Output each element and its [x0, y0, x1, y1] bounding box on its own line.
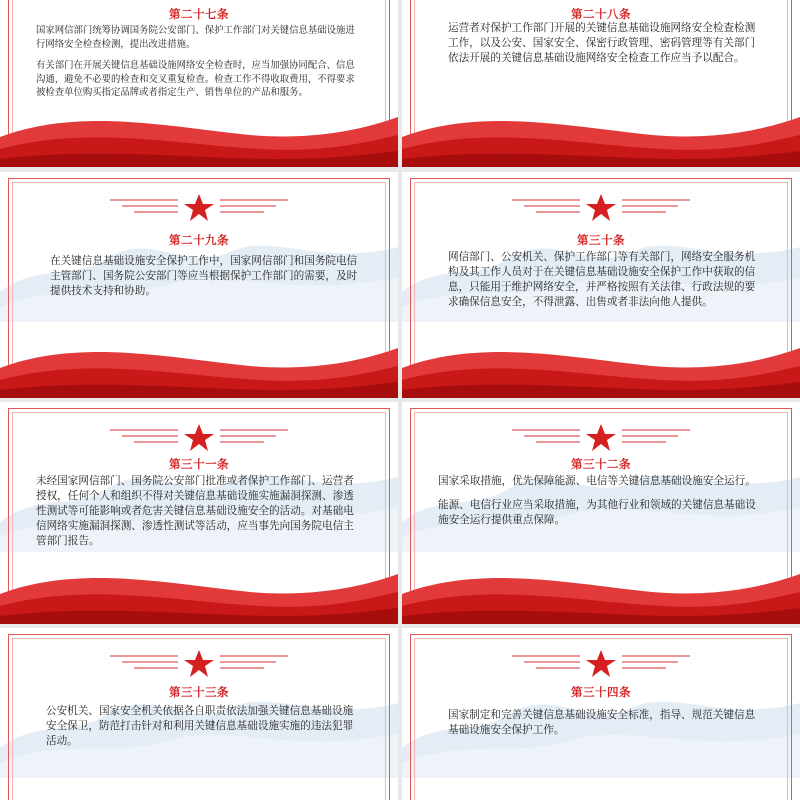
article-title: 第二十九条 [169, 233, 229, 247]
article-body [448, 21, 764, 66]
article-paragraph: 国家网信部门统筹协调国务院公安部门、保护工作部门对关键信息基础设施进行网络安全检查检测，提出改进措施。 [36, 25, 355, 50]
article-title: 第三十条 [577, 233, 625, 247]
article-body [438, 474, 764, 528]
star-ornament [0, 190, 398, 224]
article-card-32 [402, 402, 800, 624]
article-body [36, 24, 358, 100]
red-flag-wave [402, 97, 800, 167]
article-card-28 [402, 0, 800, 167]
article-paragraph: 运营者对保护工作部门开展的关键信息基础设施网络安全检查检测工作，以及公安、国家安全、保密行政管理、密码管理等有关部门依法开展的关键信息基础设施网络安全检查工作应当予以配合。 [448, 22, 756, 64]
star-ornament [402, 420, 800, 454]
red-flag-wave [0, 328, 398, 398]
article-title: 第三十二条 [571, 457, 631, 471]
article-paragraph: 未经国家网信部门、国务院公安部门批准或者保护工作部门、运营者授权，任何个人和组织不得对关键信息基础设施实施漏洞探测、渗透性测试等可能影响或者危害关键信息基础设施安全的活动。对基础电信网络实施漏洞探测、渗透性测试等活动，应当事先向国务院电信主管部门报告。 [36, 475, 354, 547]
article-card-27 [0, 0, 398, 167]
red-flag-wave [402, 328, 800, 398]
article-title: 第三十一条 [169, 457, 229, 471]
star-ornament [402, 190, 800, 224]
article-card-30 [402, 172, 800, 398]
article-paragraph: 能源、电信行业应当采取措施，为其他行业和领域的关键信息基础设施安全运行提供重点保障。 [438, 499, 756, 526]
article-card-34 [402, 628, 800, 800]
article-card-33 [0, 628, 398, 800]
star-ornament [402, 646, 800, 680]
red-flag-wave [0, 554, 398, 624]
article-body [46, 704, 358, 749]
article-title: 第二十七条 [169, 7, 229, 21]
article-body [50, 254, 358, 299]
article-paragraph: 有关部门在开展关键信息基础设施网络安全检查时，应当加强协同配合、信息沟通，避免不必要的检查和交叉重复检查。检查工作不得收取费用，不得要求被检查单位购买指定品牌或者指定生产、销售单位的产品和服务。 [36, 60, 355, 98]
article-paragraph: 在关键信息基础设施安全保护工作中，国家网信部门和国务院电信主管部门、国务院公安部门等应当根据保护工作部门的需要，及时提供技术支持和协助。 [50, 255, 358, 297]
article-title: 第二十八条 [571, 7, 631, 21]
article-body [448, 250, 760, 310]
article-body [448, 708, 760, 738]
article-paragraph: 国家采取措施，优先保障能源、电信等关键信息基础设施安全运行。 [438, 475, 756, 487]
article-title: 第三十三条 [169, 685, 229, 699]
article-paragraph: 网信部门、公安机关、保护工作部门等有关部门，网络安全服务机构及其工作人员对于在关键信息基础设施安全保护工作中获取的信息，只能用于维护网络安全，并严格按照有关法律、行政法规的要求确保信息安全，不得泄露、出售或者非法向他人提供。 [448, 251, 756, 308]
red-flag-wave [402, 554, 800, 624]
red-flag-wave [0, 97, 398, 167]
article-paragraph: 公安机关、国家安全机关依据各自职责依法加强关键信息基础设施安全保卫，防范打击针对和利用关键信息基础设施实施的违法犯罪活动。 [46, 705, 354, 747]
article-body [36, 474, 362, 549]
article-title: 第三十四条 [571, 685, 631, 699]
star-ornament [0, 420, 398, 454]
article-card-29 [0, 172, 398, 398]
article-paragraph: 国家制定和完善关键信息基础设施安全标准，指导、规范关键信息基础设施安全保护工作。 [448, 709, 756, 736]
article-card-31 [0, 402, 398, 624]
star-ornament [0, 646, 398, 680]
